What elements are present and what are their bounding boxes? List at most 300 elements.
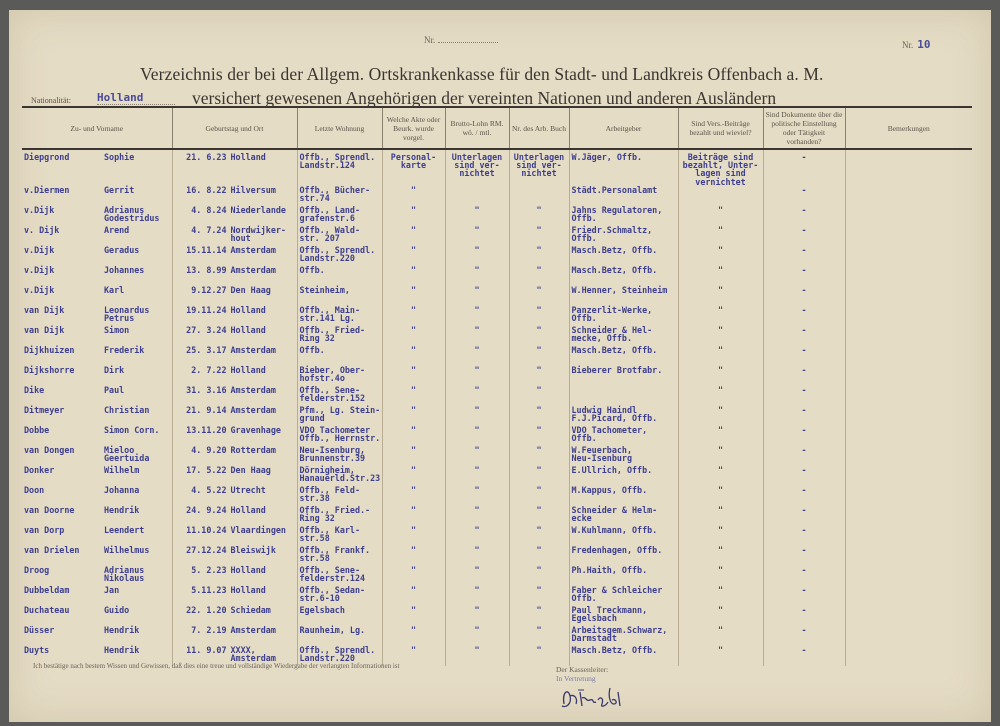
employer-cell: Städt.Personalamt	[569, 186, 678, 206]
document-cell: "	[382, 546, 445, 566]
col-birth-header: Geburtstag und Ort	[172, 107, 297, 149]
birth-date: 15.11.14	[186, 244, 227, 255]
birth-place: Gravenhage	[230, 424, 281, 435]
birth-date: 22. 1.20	[186, 604, 227, 615]
first-name: Simon Corn.	[104, 424, 160, 435]
workbook-cell: "	[509, 206, 569, 226]
table-row	[22, 246, 972, 266]
political-cell: -	[763, 466, 845, 486]
first-name: Johanna	[104, 484, 140, 495]
wage-cell: "	[445, 246, 509, 266]
remarks-cell	[845, 466, 972, 486]
contributions-cell: "	[678, 286, 763, 306]
document-cell: "	[382, 286, 445, 306]
political-cell: -	[763, 426, 845, 446]
political-cell: -	[763, 226, 845, 246]
surname: v.Dijk	[24, 244, 55, 255]
employer-cell: Schneider & Helm- ecke	[569, 506, 678, 526]
birth-cell	[172, 226, 297, 246]
wage-cell: "	[445, 286, 509, 306]
birth-place: Holland	[230, 584, 266, 595]
contributions-cell: "	[678, 446, 763, 466]
kassenleiter-label: Der Kassenleiter:	[556, 665, 609, 674]
address-cell: Offb., Sprendl. Landstr.220	[297, 246, 382, 266]
document-cell: "	[382, 446, 445, 466]
name-cell	[22, 506, 172, 526]
surname: van Doorne	[24, 504, 75, 515]
birth-date: 21. 6.23	[186, 152, 227, 162]
table-row	[22, 586, 972, 606]
remarks-cell	[845, 486, 972, 506]
wage-cell: "	[445, 346, 509, 366]
first-name: Simon	[104, 324, 130, 335]
document-cell: "	[382, 386, 445, 406]
nationality-value: Holland	[97, 91, 175, 105]
employer-cell: Paul Treckmann, Egelsbach	[569, 606, 678, 626]
col-workbook-header: Nr. des Arb. Buch	[509, 107, 569, 149]
name-cell	[22, 286, 172, 306]
wage-cell: "	[445, 606, 509, 626]
employer-cell: Masch.Betz, Offb.	[569, 246, 678, 266]
address-cell: Offb., Main- str.141 Lg.	[297, 306, 382, 326]
name-cell	[22, 466, 172, 486]
employer-cell: Ludwig Haindl F.J.Picard, Offb.	[569, 406, 678, 426]
table-row	[22, 386, 972, 406]
employer-cell: Jahns Regulatoren, Offb.	[569, 206, 678, 226]
wage-cell	[445, 186, 509, 206]
workbook-cell: "	[509, 246, 569, 266]
document-cell: "	[382, 306, 445, 326]
political-cell: -	[763, 246, 845, 266]
name-cell	[22, 186, 172, 206]
name-cell	[22, 346, 172, 366]
first-name: Hendrik	[104, 644, 140, 655]
page-number-label: Nr.	[902, 40, 914, 50]
address-cell: Offb., Sene- felderstr.124	[297, 566, 382, 586]
page-number-value: 10	[917, 38, 931, 51]
address-cell: Offb., Land- grafenstr.6	[297, 206, 382, 226]
document-title-line1: Verzeichnis der bei der Allgem. Ortskrankenkasse für den Stadt- und Landkreis Offenbach a. M.	[140, 64, 824, 84]
surname: Droog	[24, 564, 50, 575]
name-cell	[22, 526, 172, 546]
table-row	[22, 306, 972, 326]
workbook-cell	[509, 186, 569, 206]
employer-cell: Masch.Betz, Offb.	[569, 646, 678, 666]
remarks-cell	[845, 326, 972, 346]
col-contributions-header: Sind Vers.-Beiträge bezahlt und wieviel?	[678, 107, 763, 149]
contributions-cell: "	[678, 426, 763, 446]
employer-cell	[569, 386, 678, 406]
table-row	[22, 426, 972, 446]
first-name: Wilhelm	[104, 464, 140, 475]
wage-cell: "	[445, 426, 509, 446]
contributions-cell: "	[678, 506, 763, 526]
wage-cell: "	[445, 206, 509, 226]
contributions-cell: "	[678, 226, 763, 246]
surname: van Dijk	[24, 304, 65, 315]
surname: v.Dijk	[24, 284, 55, 295]
birth-cell	[172, 426, 297, 446]
wage-cell: "	[445, 586, 509, 606]
birth-place: Den Haag	[230, 284, 271, 295]
nr-label: Nr.	[424, 35, 436, 45]
workbook-cell: "	[509, 566, 569, 586]
address-cell: Offb.	[297, 266, 382, 286]
surname: Ditmeyer	[24, 404, 65, 415]
first-name: Hendrik	[104, 504, 140, 515]
name-cell	[22, 606, 172, 626]
birth-date: 2. 7.22	[191, 364, 227, 375]
birth-place: Amsterdam	[230, 244, 276, 255]
remarks-cell	[845, 426, 972, 446]
workbook-cell: "	[509, 486, 569, 506]
remarks-cell	[845, 149, 972, 186]
political-cell: -	[763, 526, 845, 546]
employer-cell: W.Jäger, Offb.	[569, 149, 678, 186]
document-cell: "	[382, 426, 445, 446]
document-cell: "	[382, 646, 445, 666]
employer-cell: Bieberer Brotfabr.	[569, 366, 678, 386]
employer-cell: W.Feuerbach, Neu-Isenburg	[569, 446, 678, 466]
birth-cell	[172, 466, 297, 486]
birth-cell	[172, 266, 297, 286]
workbook-cell: "	[509, 626, 569, 646]
wage-cell: "	[445, 646, 509, 666]
remarks-cell	[845, 206, 972, 226]
political-cell: -	[763, 306, 845, 326]
political-cell: -	[763, 346, 845, 366]
first-name: Johannes	[104, 264, 145, 275]
document-cell: "	[382, 346, 445, 366]
birth-cell	[172, 346, 297, 366]
name-cell	[22, 426, 172, 446]
nationality-label: Nationalität:	[31, 96, 71, 105]
remarks-cell	[845, 226, 972, 246]
birth-date: 9.12.27	[191, 284, 227, 295]
contributions-cell: "	[678, 466, 763, 486]
employer-cell: M.Kappus, Offb.	[569, 486, 678, 506]
birth-place: Vlaardingen	[230, 524, 286, 535]
surname: van Dongen	[24, 444, 75, 455]
contributions-cell: "	[678, 546, 763, 566]
birth-place: Amsterdam	[230, 264, 276, 275]
birth-date: 5.11.23	[191, 584, 227, 595]
surname: v.Dijk	[24, 204, 55, 215]
remarks-cell	[845, 366, 972, 386]
first-name: Jan	[104, 584, 120, 595]
birth-cell	[172, 186, 297, 206]
address-cell: Neu-Isenburg, Brunnenstr.39	[297, 446, 382, 466]
address-cell: Bieber, Ober- hofstr.4o	[297, 366, 382, 386]
birth-place: Utrecht	[230, 484, 266, 495]
employer-cell: Friedr.Schmaltz, Offb.	[569, 226, 678, 246]
political-cell: -	[763, 646, 845, 666]
kassenleiter-sub: In Vertretung	[556, 674, 596, 683]
col-political-header: Sind Dokumente über die politische Einstellung oder Tätigkeit vorhanden?	[763, 107, 845, 149]
wage-cell: "	[445, 486, 509, 506]
address-cell: Offb., Frankf. str.58	[297, 546, 382, 566]
col-document-header: Welche Akte oder Beurk. wurde vorgel.	[382, 107, 445, 149]
remarks-cell	[845, 446, 972, 466]
remarks-cell	[845, 506, 972, 526]
employer-cell: E.Ullrich, Offb.	[569, 466, 678, 486]
birth-place: Holland	[230, 504, 266, 515]
remarks-cell	[845, 626, 972, 646]
wage-cell: "	[445, 446, 509, 466]
name-cell	[22, 226, 172, 246]
birth-place: Niederlande	[230, 204, 286, 215]
birth-cell	[172, 286, 297, 306]
document-cell: "	[382, 406, 445, 426]
wage-cell: "	[445, 406, 509, 426]
workbook-cell: "	[509, 266, 569, 286]
employer-cell: Arbeitsgem.Schwarz, Darmstadt	[569, 626, 678, 646]
political-cell: -	[763, 486, 845, 506]
table-row	[22, 486, 972, 506]
birth-date: 27. 3.24	[186, 324, 227, 335]
address-cell: Steinheim,	[297, 286, 382, 306]
wage-cell: "	[445, 326, 509, 346]
remarks-cell	[845, 586, 972, 606]
name-cell	[22, 326, 172, 346]
address-cell: Offb., Karl- str.58	[297, 526, 382, 546]
table-row	[22, 226, 972, 246]
political-cell: -	[763, 566, 845, 586]
birth-cell	[172, 486, 297, 506]
name-cell	[22, 406, 172, 426]
document-cell: "	[382, 206, 445, 226]
document-cell: "	[382, 566, 445, 586]
wage-cell: "	[445, 566, 509, 586]
name-cell	[22, 306, 172, 326]
first-name: Frederik	[104, 344, 145, 355]
table-row	[22, 606, 972, 626]
workbook-cell: "	[509, 546, 569, 566]
birth-date: 19.11.24	[186, 304, 227, 315]
name-cell	[22, 149, 172, 186]
birth-date: 13.11.20	[186, 424, 227, 435]
table-row	[22, 346, 972, 366]
remarks-cell	[845, 646, 972, 666]
table-row	[22, 566, 972, 586]
workbook-cell: "	[509, 406, 569, 426]
first-name: Mieloo Geertuida	[104, 444, 150, 464]
birth-cell	[172, 626, 297, 646]
number-field-top	[424, 35, 498, 45]
document-cell: "	[382, 226, 445, 246]
remarks-cell	[845, 566, 972, 586]
contributions-cell: "	[678, 366, 763, 386]
page-number-field	[902, 38, 931, 51]
birth-place: Den Haag	[230, 464, 271, 475]
address-cell: Offb., Sprendl. Landstr.220	[297, 646, 382, 666]
contributions-cell: "	[678, 526, 763, 546]
political-cell: -	[763, 626, 845, 646]
remarks-cell	[845, 526, 972, 546]
table-row	[22, 149, 972, 186]
birth-cell	[172, 386, 297, 406]
birth-place: XXXX, Amsterdam	[230, 644, 276, 664]
surname: v.Diermen	[24, 184, 70, 195]
table-row	[22, 286, 972, 306]
birth-date: 24. 9.24	[186, 504, 227, 515]
wage-cell: "	[445, 366, 509, 386]
first-name: Sophie	[104, 152, 135, 162]
contributions-cell: "	[678, 326, 763, 346]
political-cell: -	[763, 406, 845, 426]
birth-date: 7. 2.19	[191, 624, 227, 635]
political-cell: -	[763, 546, 845, 566]
birth-cell	[172, 206, 297, 226]
surname: van Drielen	[24, 544, 80, 555]
political-cell: -	[763, 266, 845, 286]
remarks-cell	[845, 286, 972, 306]
name-cell	[22, 626, 172, 646]
name-cell	[22, 486, 172, 506]
document-sheet	[9, 10, 991, 722]
contributions-cell: "	[678, 246, 763, 266]
wage-cell: "	[445, 226, 509, 246]
first-name: Gerrit	[104, 184, 135, 195]
table-row	[22, 366, 972, 386]
table-row	[22, 326, 972, 346]
nr-dotted-line	[438, 42, 498, 43]
surname: Dike	[24, 384, 45, 395]
document-cell: Personal- karte	[382, 149, 445, 186]
birth-place: Holland	[230, 564, 266, 575]
political-cell: -	[763, 366, 845, 386]
political-cell: -	[763, 506, 845, 526]
attestation-text: Ich bestätige nach bestem Wissen und Gewissen, daß dies eine treue und vollständige Wiedergabe der verlangten Informationen ist	[33, 662, 400, 670]
birth-cell	[172, 306, 297, 326]
birth-date: 31. 3.16	[186, 384, 227, 395]
first-name: Hendrik	[104, 624, 140, 635]
employer-cell: Fredenhagen, Offb.	[569, 546, 678, 566]
document-cell: "	[382, 606, 445, 626]
workbook-cell: "	[509, 346, 569, 366]
table-row	[22, 526, 972, 546]
wage-cell: "	[445, 626, 509, 646]
name-cell	[22, 366, 172, 386]
address-cell: Raunheim, Lg.	[297, 626, 382, 646]
workbook-cell: "	[509, 326, 569, 346]
surname: van Dijk	[24, 324, 65, 335]
workbook-cell: "	[509, 506, 569, 526]
birth-cell	[172, 406, 297, 426]
first-name: Geradus	[104, 244, 140, 255]
contributions-cell: "	[678, 626, 763, 646]
birth-place: Holland	[230, 304, 266, 315]
birth-place: Bleiswijk	[230, 544, 276, 555]
political-cell: -	[763, 149, 845, 186]
name-cell	[22, 446, 172, 466]
workbook-cell: "	[509, 586, 569, 606]
address-cell: Offb., Sprendl. Landstr.124	[297, 149, 382, 186]
workbook-cell: "	[509, 606, 569, 626]
surname: Dijkhuizen	[24, 344, 75, 355]
document-title-line2: versichert gewesenen Angehörigen der vereinten Nationen und anderen Ausländern	[192, 88, 777, 108]
employer-cell: Panzerlit-Werke, Offb.	[569, 306, 678, 326]
employer-cell: VDO Tachometer, Offb.	[569, 426, 678, 446]
workbook-cell: "	[509, 466, 569, 486]
birth-date: 11.10.24	[186, 524, 227, 535]
workbook-cell: "	[509, 646, 569, 666]
remarks-cell	[845, 346, 972, 366]
contributions-cell: "	[678, 406, 763, 426]
address-cell: Egelsbach	[297, 606, 382, 626]
kassenleiter-block	[556, 665, 608, 683]
document-cell: "	[382, 526, 445, 546]
document-cell: "	[382, 486, 445, 506]
document-cell: "	[382, 626, 445, 646]
table-row	[22, 186, 972, 206]
table-row	[22, 266, 972, 286]
remarks-cell	[845, 246, 972, 266]
wage-cell: "	[445, 386, 509, 406]
address-cell: Offb., Fried.- Ring 32	[297, 506, 382, 526]
first-name: Adrianus Nikolaus	[104, 564, 145, 584]
contributions-cell: "	[678, 386, 763, 406]
contributions-cell: "	[678, 566, 763, 586]
birth-date: 17. 5.22	[186, 464, 227, 475]
document-cell: "	[382, 366, 445, 386]
employer-cell: W.Kuhlmann, Offb.	[569, 526, 678, 546]
wage-cell: "	[445, 266, 509, 286]
wage-cell: "	[445, 306, 509, 326]
document-cell: "	[382, 506, 445, 526]
birth-place: Amsterdam	[230, 404, 276, 415]
surname: Dobbe	[24, 424, 50, 435]
workbook-cell: "	[509, 426, 569, 446]
wage-cell: "	[445, 506, 509, 526]
first-name: Adrianus Godestridus	[104, 204, 160, 224]
birth-cell	[172, 586, 297, 606]
birth-date: 4. 5.22	[191, 484, 227, 495]
address-cell: VDO Tachometer Offb., Herrnstr.	[297, 426, 382, 446]
birth-cell	[172, 606, 297, 626]
birth-cell	[172, 326, 297, 346]
contributions-cell: "	[678, 486, 763, 506]
birth-cell	[172, 526, 297, 546]
contributions-cell: "	[678, 306, 763, 326]
birth-place: Amsterdam	[230, 384, 276, 395]
table-row	[22, 626, 972, 646]
remarks-cell	[845, 186, 972, 206]
workbook-cell: Unterlagen sind ver- nichtet	[509, 149, 569, 186]
birth-date: 4. 9.20	[191, 444, 227, 455]
birth-date: 5. 2.23	[191, 564, 227, 575]
birth-cell	[172, 246, 297, 266]
surname: Diepgrond	[24, 152, 70, 162]
surname: Donker	[24, 464, 55, 475]
contributions-cell: Beiträge sind bezahlt, Unter- lagen sind vernichtet	[678, 149, 763, 186]
birth-place: Holland	[230, 152, 266, 162]
birth-cell	[172, 546, 297, 566]
first-name: Wilhelmus	[104, 544, 150, 555]
birth-place: Schiedam	[230, 604, 271, 615]
remarks-cell	[845, 386, 972, 406]
birth-date: 11. 9.07	[186, 644, 227, 655]
address-cell: Offb., Sedan- str.6-10	[297, 586, 382, 606]
col-remarks-header: Bemerkungen	[845, 107, 972, 149]
workbook-cell: "	[509, 366, 569, 386]
birth-place: Holland	[230, 364, 266, 375]
document-cell: "	[382, 466, 445, 486]
address-cell: Dörnigheim, Hanauerld.Str.23	[297, 466, 382, 486]
contributions-cell: "	[678, 586, 763, 606]
name-cell	[22, 546, 172, 566]
contributions-cell: "	[678, 346, 763, 366]
